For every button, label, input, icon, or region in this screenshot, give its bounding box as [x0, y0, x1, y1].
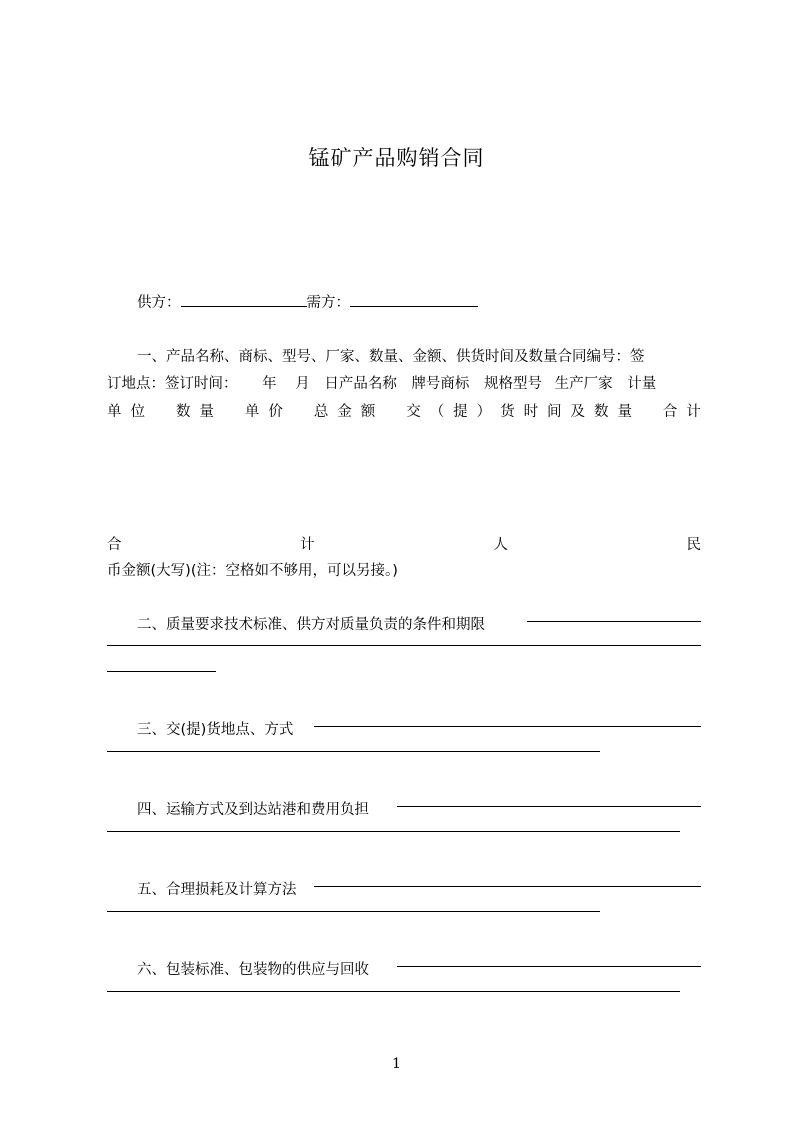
measure-header: 计量 — [627, 376, 657, 392]
section2-blank-3[interactable] — [107, 671, 216, 672]
section1-line1: 一、产品名称、商标、型号、厂家、数量、金额、供货时间及数量合同编号：签 — [137, 349, 645, 365]
total-char: 合 — [107, 537, 122, 553]
section1-line2 — [107, 372, 701, 393]
header-char: 间 — [547, 404, 562, 420]
section2-label: 二、质量要求技术标准、供方对质量负责的条件和期限 — [137, 617, 485, 633]
section4-label: 四、运输方式及到达站港和费用负担 — [137, 802, 369, 818]
header-char: 位 — [130, 404, 145, 420]
product-name-header: 日产品名称 — [324, 376, 397, 392]
total-char: 人 — [493, 537, 508, 553]
section4-blank-2[interactable] — [107, 831, 680, 832]
page-title: 锰矿产品购销合同 — [308, 146, 485, 170]
section5-label: 五、合理损耗及计算方法 — [137, 882, 297, 898]
section4-blank-1[interactable] — [397, 806, 701, 807]
section5-blank-2[interactable] — [107, 911, 600, 912]
header-char: 交 — [406, 404, 421, 420]
section2-blank-1[interactable] — [527, 621, 701, 622]
header-char: 单 — [244, 404, 260, 420]
header-char: （ — [429, 404, 445, 420]
section3-blank-1[interactable] — [314, 726, 701, 727]
section6-label: 六、包装标准、包装物的供应与回收 — [137, 962, 369, 978]
manufacturer-header: 生产厂家 — [554, 376, 613, 392]
header-char: 价 — [268, 404, 283, 420]
section6-blank-1[interactable] — [397, 966, 701, 967]
header-char: 量 — [617, 404, 632, 420]
header-char: 总 — [313, 404, 329, 420]
header-char: ） — [476, 404, 492, 420]
header-char: 单 — [107, 404, 122, 420]
spec-header: 规格型号 — [484, 376, 543, 392]
header-char: 数 — [593, 404, 609, 420]
header-char: 金 — [337, 404, 352, 420]
page-number: 1 — [392, 1056, 401, 1072]
header-char: 量 — [199, 404, 214, 420]
parties-line — [137, 291, 478, 312]
header-char: 额 — [360, 404, 376, 420]
header-char: 计 — [686, 404, 701, 420]
supplier-blank[interactable] — [181, 292, 307, 307]
supplier-label: 供方： — [137, 295, 181, 311]
brand-header: 牌号商标 — [411, 376, 470, 392]
header-char: 货 — [500, 404, 515, 420]
section1-line3 — [107, 400, 701, 421]
section6-blank-2[interactable] — [107, 991, 680, 992]
sign-place-time-label: 订地点：签订时间： — [107, 376, 238, 392]
header-char: 提 — [453, 404, 468, 420]
buyer-blank[interactable] — [350, 292, 478, 307]
total-char: 计 — [300, 537, 315, 553]
header-char: 合 — [662, 404, 678, 420]
month-label: 月 — [295, 376, 310, 392]
year-label: 年 — [262, 376, 277, 392]
section3-blank-2[interactable] — [107, 751, 600, 752]
header-char: 数 — [175, 404, 191, 420]
buyer-label: 需方： — [306, 295, 350, 311]
section5-blank-1[interactable] — [314, 886, 701, 887]
total-line — [107, 533, 701, 554]
total-char: 民 — [686, 537, 701, 553]
header-char: 及 — [570, 404, 585, 420]
section3-label: 三、交(提)货地点、方式 — [137, 722, 294, 738]
header-char: 时 — [523, 404, 539, 420]
total-note: 币金额(大写)(注：空格如不够用，可以另接。) — [107, 563, 398, 579]
section2-blank-2[interactable] — [107, 645, 701, 646]
